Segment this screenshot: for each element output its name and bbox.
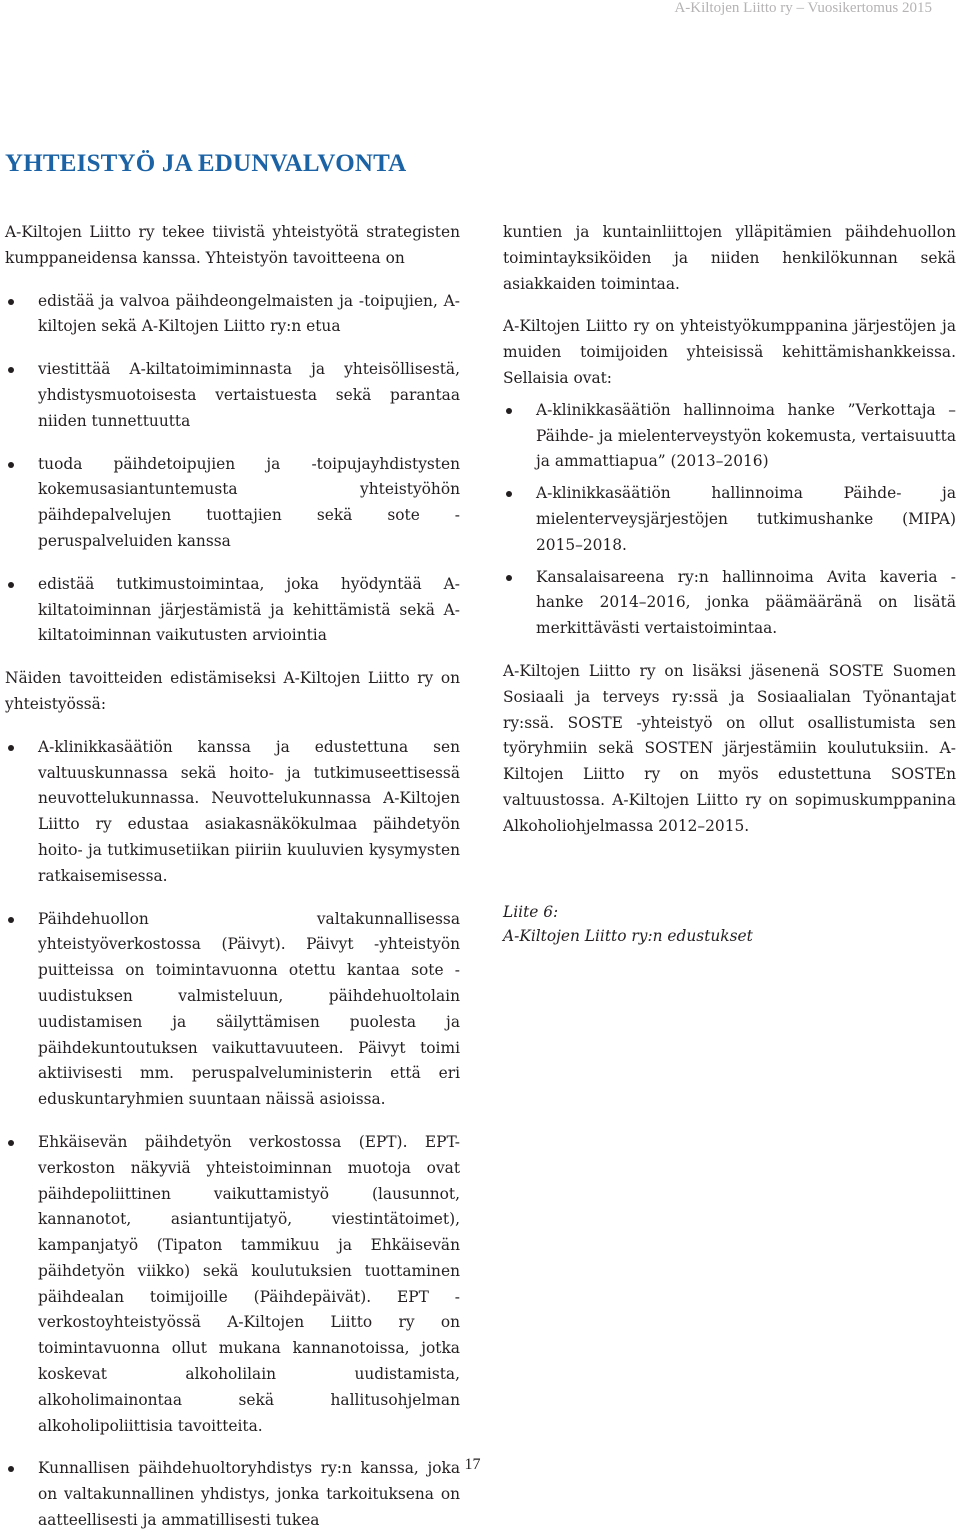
- left-column: [5, 220, 460, 1534]
- goal-item: edistää ja valvoa päihdeongelmaisten ja -toipujien, A-kiltojen sekä A-Kiltojen Liitto ry:n etua: [5, 289, 460, 341]
- right-column: [503, 220, 956, 948]
- project-item: A-klinikkasäätiön hallinnoima hanke ”Verkottaja – Päihde- ja mielenterveystyön kokemusta, vertaisuutta ja ammattiapua” (2013–2016): [503, 398, 956, 475]
- appendix-caption: [503, 900, 956, 948]
- cooperation-item: Ehkäisevän päihdetyön verkostossa (EPT). EPT-verkoston näkyviä yhteistoiminnan muotoja ovat päihdepoliittinen vaikuttamistyö (lausunnot, kannanotot, asiantuntijatyö, viestintätoimet), kampanjatyö (Tipaton tammikuu ja Ehkäisevän päihdetyön viikko) sekä koulutuksien tuottaminen päihdealan toimijoille (Päihdepäivät). EPT -verkostoyhteistyössä A-Kiltojen Liitto ry on toimintavuonna ollut mukana kannanotoissa, jotka koskevat alkoholilain uudistamista, alkoholimainontaa sekä hallitusohjelman alkoholipoliittisia tavoitteita.: [5, 1130, 460, 1440]
- page-number: 17: [464, 1456, 481, 1473]
- appendix-label: Liite 6:: [503, 902, 559, 921]
- project-item: A-klinikkasäätiön hallinnoima Päihde- ja mielenterveysjärjestöjen tutkimushanke (MIPA) 2015–2018.: [503, 481, 956, 558]
- goal-item: viestittää A-kiltatoimiminnasta ja yhteisöllisestä, yhdistysmuotoisesta vertaistuesta sekä parantaa niiden tunnettuutta: [5, 357, 460, 434]
- partner-intro: A-Kiltojen Liitto ry on yhteistyökumppanina järjestöjen ja muiden toimijoiden yhteisissä kehittämishankkeissa. Sellaisia ovat:: [503, 317, 956, 387]
- goal-item: edistää tutkimustoimintaa, joka hyödyntää A-kiltatoiminnan järjestämistä ja kehittämistä sekä A-kiltatoiminnan vaikutusten arviointia: [5, 572, 460, 649]
- running-header: A-Kiltojen Liitto ry – Vuosikertomus 2015: [674, 0, 932, 16]
- cooperation-item: Päihdehuollon valtakunnallisessa yhteistyöverkostossa (Päivyt). Päivyt -yhteistyön puitteissa on toimintavuonna otettu kantaa sote -uudistuksen valmisteluun, päihdehuoltolain uudistamisen ja säilyttämisen puolesta ja päihdekuntoutuksen vaikuttavuuteen. Päivyt toimi aktiivisesti mm. peruspalveluministerin että eri eduskuntaryhmien suuntaan näissä asioissa.: [5, 907, 460, 1113]
- cooperation-item: Kunnallisen päihdehuoltoryhdistys ry:n kanssa, joka on valtakunnallinen yhdistys, jonka tarkoituksena on aatteellisesti ja ammatillisesti tukea: [5, 1456, 460, 1533]
- goal-item: tuoda päihdetoipujien ja -toipujayhdistysten kokemusasiantuntemusta yhteistyöhön päihdepalvelujen tuottajien sekä sote -peruspalveluiden kanssa: [5, 452, 460, 555]
- cooperation-intro: Näiden tavoitteiden edistämiseksi A-Kiltojen Liitto ry on yhteistyössä:: [5, 669, 460, 713]
- appendix-text: A-Kiltojen Liitto ry:n edustukset: [503, 926, 753, 945]
- intro-paragraph: A-Kiltojen Liitto ry tekee tiivistä yhteistyötä strategisten kumppaneidensa kanssa. Yhteistyön tavoitteena on: [5, 223, 460, 267]
- project-item: Kansalaisareena ry:n hallinnoima Avita kaveria -hanke 2014–2016, jonka päämääränä on lisätä merkittävästi vertaistoimintaa.: [503, 565, 956, 642]
- goals-list: [5, 289, 460, 650]
- cooperation-item: A-klinikkasäätiön kanssa ja edustettuna sen valtuuskunnassa sekä hoito- ja tutkimuseettisessä neuvottelukunnassa. Neuvottelukunnassa A-Kiltojen Liitto ry edustaa asiakasnäkökulmaa päihdetyön hoito- ja tutkimusetiikan piiriin kuuluvien kysymysten ratkaisemisessa.: [5, 735, 460, 890]
- soste-paragraph: A-Kiltojen Liitto ry on lisäksi jäsenenä SOSTE Suomen Sosiaali ja terveys ry:ssä ja Sosiaalialan Työnantajat ry:ssä. SOSTE -yhteistyö on ollut osallistumista sen työryhmiin sekä SOSTEN järjestämiin koulutuksiin. A-Kiltojen Liitto ry on myös edustettuna SOSTEn valtuustossa. A-Kiltojen Liitto ry on sopimuskumppanina Alkoholiohjelmassa 2012–2015.: [503, 661, 956, 835]
- page-title: YHTEISTYÖ JA EDUNVALVONTA: [5, 150, 407, 177]
- cooperation-list: [5, 735, 460, 1534]
- projects-list: [503, 398, 956, 642]
- continuation-paragraph: kuntien ja kuntainliittojen ylläpitämien päihdehuollon toimintayksiköiden ja niiden henkilökunnan sekä asiakkaiden toimintaa.: [503, 223, 956, 293]
